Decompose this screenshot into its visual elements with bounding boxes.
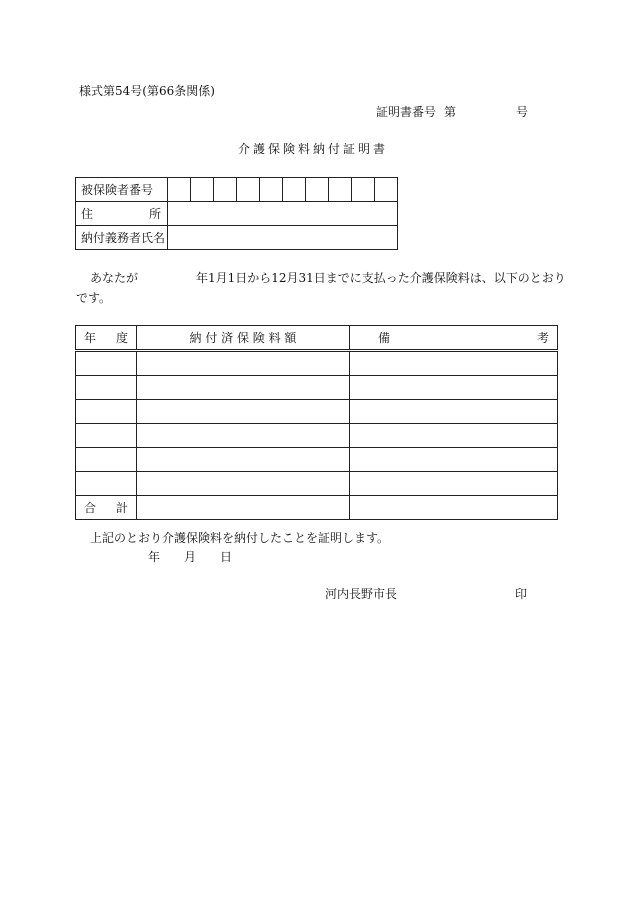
- column-header-year: 年 度: [76, 326, 137, 351]
- date-year-label: 年: [148, 550, 161, 564]
- amount-cell[interactable]: [137, 376, 350, 400]
- insured-number-digit-box[interactable]: [306, 178, 329, 202]
- year-cell[interactable]: [76, 448, 137, 472]
- year-cell[interactable]: [76, 424, 137, 448]
- insured-number-digit-box[interactable]: [237, 178, 260, 202]
- address-field[interactable]: [168, 202, 398, 226]
- seal-mark: 印: [515, 587, 528, 601]
- table-row: [76, 400, 558, 424]
- certification-text: 上記のとおり介護保険料を納付したことを証明します。: [90, 531, 390, 545]
- address-row: [76, 202, 398, 226]
- notes-cell[interactable]: [350, 424, 558, 448]
- total-label: 合 計: [76, 496, 137, 520]
- payer-name-row: [76, 226, 398, 250]
- certificate-number-prefix: 第: [444, 105, 457, 119]
- insured-number-digit-box[interactable]: [329, 178, 352, 202]
- date-month-label: 月: [184, 550, 197, 564]
- insured-number-digit-box[interactable]: [375, 178, 398, 202]
- year-cell[interactable]: [76, 351, 137, 376]
- insured-number-digit-box[interactable]: [168, 178, 191, 202]
- amount-cell[interactable]: [137, 400, 350, 424]
- address-label: 住 所: [76, 202, 168, 226]
- notes-cell[interactable]: [350, 400, 558, 424]
- table-row: [76, 376, 558, 400]
- certificate-number-suffix: 号: [516, 105, 529, 119]
- column-header-notes: 備 考: [350, 326, 558, 351]
- insured-number-digit-box[interactable]: [214, 178, 237, 202]
- year-cell[interactable]: [76, 472, 137, 496]
- insured-number-digit-box[interactable]: [260, 178, 283, 202]
- payer-name-label: 納付義務者氏名: [76, 226, 168, 250]
- amount-cell[interactable]: [137, 424, 350, 448]
- total-row: [76, 496, 558, 520]
- table-row: [76, 424, 558, 448]
- amount-cell[interactable]: [137, 448, 350, 472]
- insured-info-table: [75, 177, 398, 250]
- amount-cell[interactable]: [137, 472, 350, 496]
- notes-cell[interactable]: [350, 376, 558, 400]
- insured-number-digit-box[interactable]: [352, 178, 375, 202]
- issuer-mayor: 河内長野市長: [325, 587, 398, 601]
- total-amount-cell[interactable]: [137, 496, 350, 520]
- amount-cell[interactable]: [137, 351, 350, 376]
- premium-table-header: [76, 326, 558, 351]
- insured-number-digit-box[interactable]: [191, 178, 214, 202]
- notes-cell[interactable]: [350, 472, 558, 496]
- premium-table: [75, 325, 558, 520]
- notes-cell[interactable]: [350, 351, 558, 376]
- payer-name-field[interactable]: [168, 226, 398, 250]
- insured-number-digit-box[interactable]: [283, 178, 306, 202]
- statement-text-end: です。: [76, 291, 112, 305]
- total-notes-cell[interactable]: [350, 496, 558, 520]
- certificate-number-label: 証明書番号: [376, 105, 437, 119]
- document-title: 介護保険料納付証明書: [238, 142, 389, 156]
- insured-number-row: [76, 178, 398, 202]
- date-day-label: 日: [220, 550, 233, 564]
- column-header-amount: 納 付 済 保 険 料 額: [137, 326, 350, 351]
- table-row: [76, 472, 558, 496]
- notes-cell[interactable]: [350, 448, 558, 472]
- insured-number-label: 被保険者番号: [76, 178, 168, 202]
- table-row: [76, 351, 558, 376]
- year-cell[interactable]: [76, 376, 137, 400]
- table-row: [76, 448, 558, 472]
- statement-text-start: あなたが: [90, 271, 139, 285]
- form-number: 様式第54号(第66条関係): [79, 84, 215, 98]
- statement-text-continued: 年1月1日から12月31日までに支払った介護保険料は、以下のとおり: [196, 271, 566, 285]
- year-cell[interactable]: [76, 400, 137, 424]
